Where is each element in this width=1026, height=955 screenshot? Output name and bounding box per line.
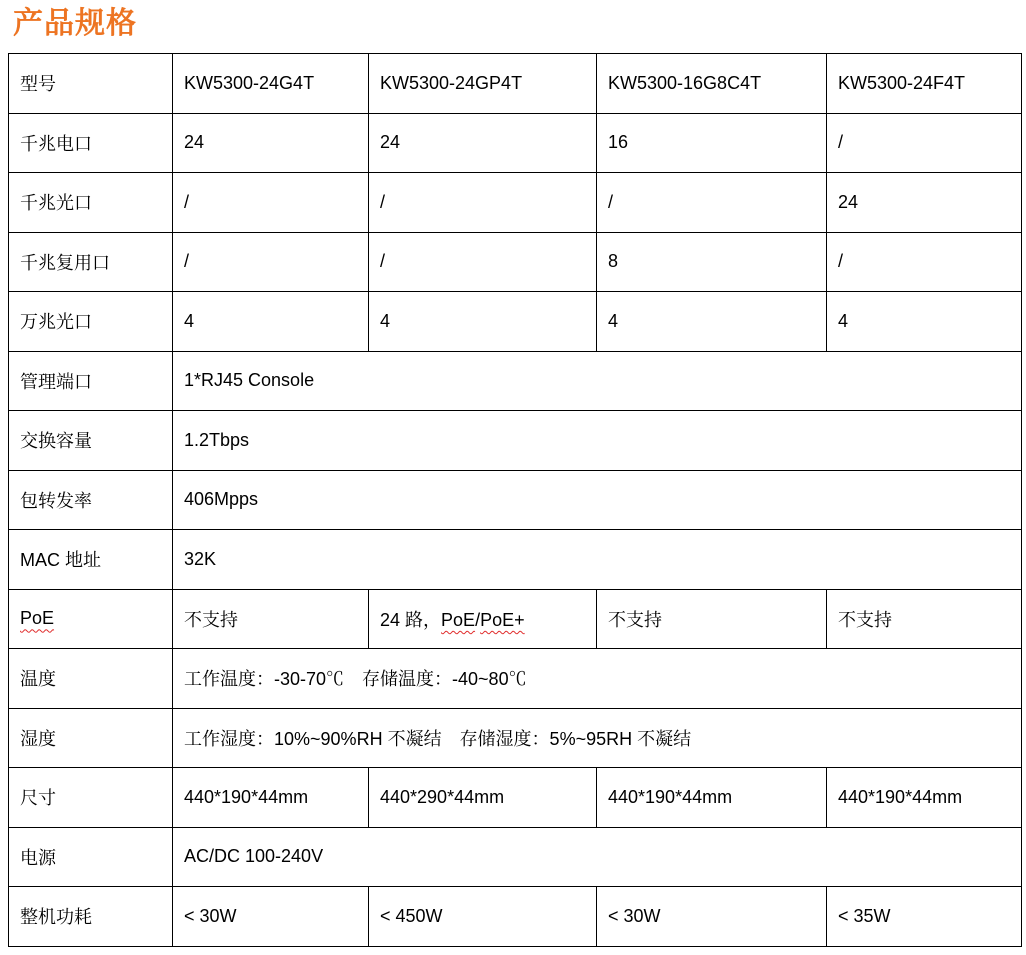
row-label: 交换容量 (9, 411, 173, 471)
row-label: 千兆复用口 (9, 232, 173, 292)
table-row-model (9, 54, 1022, 114)
table-row-humidity (9, 708, 1022, 768)
poe-count-text: 24 路， (380, 609, 442, 630)
table-row-power-consumption (9, 887, 1022, 947)
table-row-ten-gig-optical (9, 292, 1022, 352)
table-row-switching-capacity (9, 411, 1022, 471)
spec-cell: 440*190*44mm (827, 768, 1022, 828)
spec-cell: < 35W (827, 887, 1022, 947)
table-row-management-port (9, 351, 1022, 411)
spec-cell-poe-support (369, 589, 597, 649)
spec-cell: 4 (597, 292, 827, 352)
spec-cell: / (369, 232, 597, 292)
spec-cell-merged: AC/DC 100-240V (173, 827, 1022, 887)
row-label: MAC 地址 (9, 530, 173, 590)
spec-cell: 440*290*44mm (369, 768, 597, 828)
poe-label-text: PoE (20, 608, 55, 629)
spec-cell: 不支持 (597, 589, 827, 649)
table-row-poe (9, 589, 1022, 649)
page-title: 产品规格 (13, 7, 137, 40)
row-label: 管理端口 (9, 351, 173, 411)
spec-cell-merged: 1.2Tbps (173, 411, 1022, 471)
spec-cell-merged: 工作温度：-30-70℃ 存储温度：-40~80℃ (173, 649, 1022, 709)
model-cell: KW5300-24F4T (827, 54, 1022, 114)
row-label-poe (9, 589, 173, 649)
model-cell: KW5300-16G8C4T (597, 54, 827, 114)
product-spec-table (8, 53, 1022, 947)
spec-cell: 24 (369, 113, 597, 173)
spec-cell: 4 (827, 292, 1022, 352)
poe-word: PoE (441, 609, 476, 630)
table-row-gigabit-combo (9, 232, 1022, 292)
poe-slash: / (475, 609, 481, 630)
spec-cell: 24 (827, 173, 1022, 233)
row-label: 电源 (9, 827, 173, 887)
spec-cell: 8 (597, 232, 827, 292)
spec-cell: / (173, 232, 369, 292)
spec-cell: 4 (369, 292, 597, 352)
table-row-temperature (9, 649, 1022, 709)
row-label: 包转发率 (9, 470, 173, 530)
spec-cell: 440*190*44mm (597, 768, 827, 828)
spec-cell: / (173, 173, 369, 233)
spec-cell: / (827, 113, 1022, 173)
spec-cell-merged: 1*RJ45 Console (173, 351, 1022, 411)
table-row-gigabit-electrical (9, 113, 1022, 173)
spec-cell: / (597, 173, 827, 233)
spec-cell: 440*190*44mm (173, 768, 369, 828)
table-row-mac-address (9, 530, 1022, 590)
table-row-dimensions (9, 768, 1022, 828)
table-row-forwarding-rate (9, 470, 1022, 530)
model-cell: KW5300-24GP4T (369, 54, 597, 114)
spec-cell: / (827, 232, 1022, 292)
spec-cell: 不支持 (827, 589, 1022, 649)
row-label: 万兆光口 (9, 292, 173, 352)
spec-cell-merged: 工作湿度：10%~90%RH 不凝结 存储湿度：5%~95RH 不凝结 (173, 708, 1022, 768)
table-row-power-supply (9, 827, 1022, 887)
row-label: 尺寸 (9, 768, 173, 828)
spec-cell: 24 (173, 113, 369, 173)
row-label: 整机功耗 (9, 887, 173, 947)
table-row-gigabit-optical (9, 173, 1022, 233)
spec-cell: < 30W (173, 887, 369, 947)
spec-cell-merged: 32K (173, 530, 1022, 590)
row-label: 千兆电口 (9, 113, 173, 173)
spec-cell: < 30W (597, 887, 827, 947)
spec-cell: 4 (173, 292, 369, 352)
spec-cell: < 450W (369, 887, 597, 947)
spec-cell: 不支持 (173, 589, 369, 649)
row-label: 湿度 (9, 708, 173, 768)
spec-cell-merged: 406Mpps (173, 470, 1022, 530)
spec-cell: / (369, 173, 597, 233)
row-label: 千兆光口 (9, 173, 173, 233)
spec-cell: 16 (597, 113, 827, 173)
poe-plus-word: PoE+ (480, 609, 525, 630)
row-label: 温度 (9, 649, 173, 709)
row-label-model: 型号 (9, 54, 173, 114)
model-cell: KW5300-24G4T (173, 54, 369, 114)
